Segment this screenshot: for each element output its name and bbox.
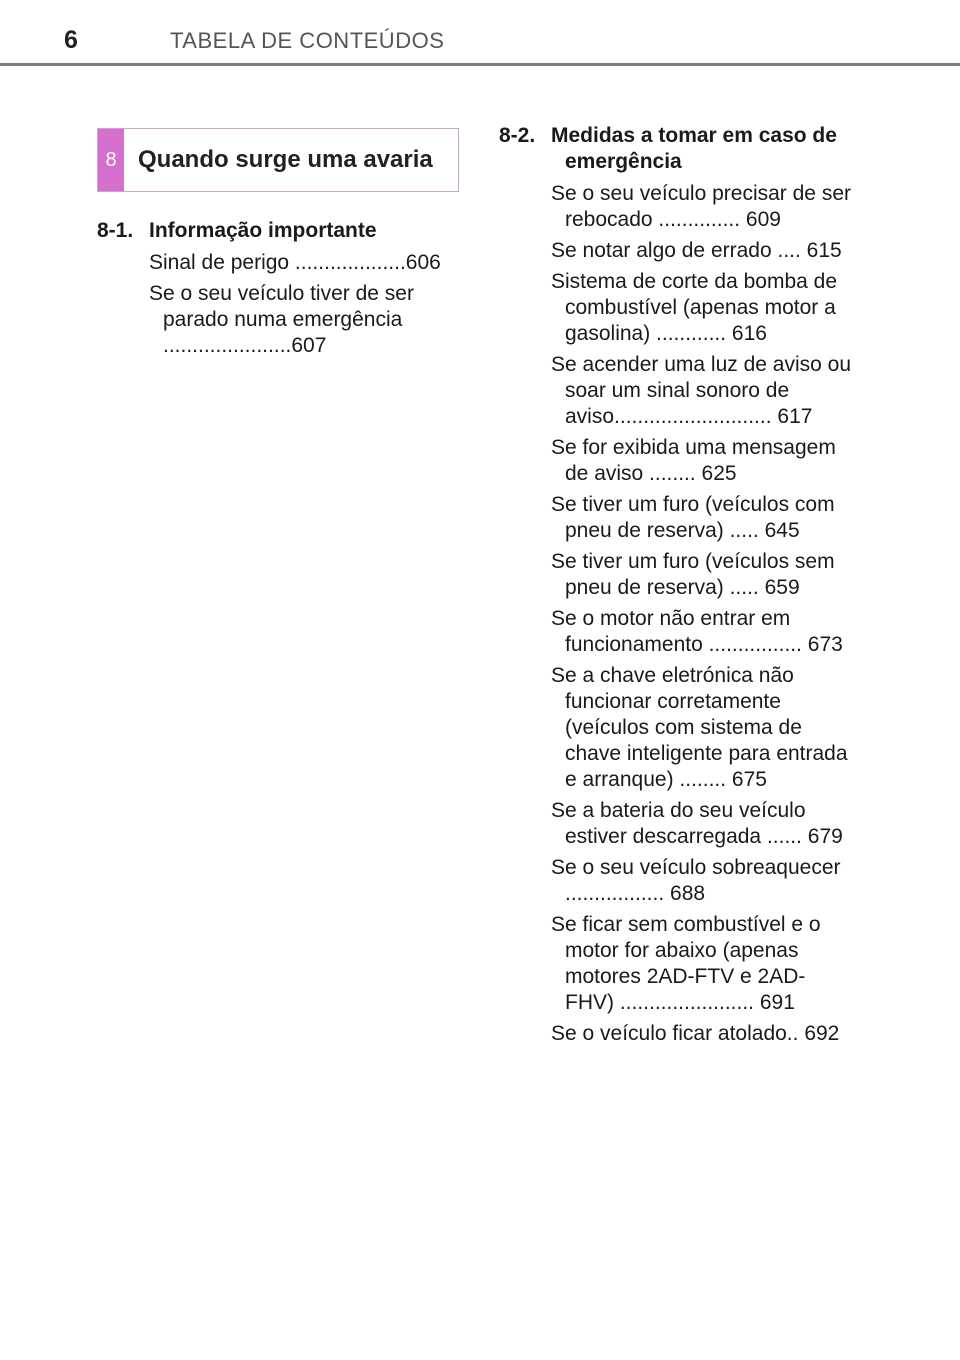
- toc-entry[interactable]: Se acender uma luz de aviso ou soar um sinal sonoro de aviso........................... 617: [551, 353, 852, 428]
- toc-entry[interactable]: Se o motor não entrar em funcionamento ................ 673: [551, 607, 843, 656]
- toc-entry-list: [97, 250, 452, 359]
- subsection-heading: [97, 218, 452, 244]
- toc-entry[interactable]: Se a chave eletrónica não funcionar corretamente (veículos com sistema de chave inteligente para entrada e arranque) ........ 675: [551, 664, 848, 791]
- left-column: [97, 218, 452, 364]
- toc-entry[interactable]: Se o veículo ficar atolado.. 692: [551, 1022, 840, 1045]
- header-divider: [0, 63, 960, 66]
- header-title: TABELA DE CONTEÚDOS: [170, 28, 445, 53]
- toc-entry[interactable]: Se a bateria do seu veículo estiver descarregada ...... 679: [551, 799, 843, 848]
- subsection-heading: [499, 123, 854, 175]
- toc-entry[interactable]: Se tiver um furo (veículos com pneu de reserva) ..... 645: [551, 493, 835, 542]
- right-column: [499, 123, 854, 1052]
- section-number-tab: 8: [98, 129, 124, 191]
- toc-entry[interactable]: Sinal de perigo ...................606: [149, 251, 441, 274]
- toc-entry-list: [499, 181, 854, 1047]
- subsection-number: 8-2.: [499, 124, 536, 147]
- page-header: [0, 0, 960, 68]
- toc-entry[interactable]: Se for exibida uma mensagem de aviso ........ 625: [551, 436, 836, 485]
- toc-entry[interactable]: Se notar algo de errado .... 615: [551, 239, 842, 262]
- toc-entry[interactable]: Se o seu veículo sobreaquecer ................. 688: [551, 856, 841, 905]
- toc-entry[interactable]: Se o seu veículo precisar de ser rebocado .............. 609: [551, 182, 851, 231]
- toc-entry[interactable]: Se ficar sem combustível e o motor for abaixo (apenas motores 2AD-FTV e 2AD-FHV) ....................... 691: [551, 913, 821, 1014]
- section-heading-box: [97, 128, 459, 192]
- toc-entry[interactable]: Sistema de corte da bomba de combustível (apenas motor a gasolina) ............ 616: [551, 270, 838, 345]
- subsection-title-continued: emergência: [565, 150, 682, 173]
- subsection-title: Informação importante: [149, 219, 377, 242]
- toc-entry[interactable]: Se tiver um furo (veículos sem pneu de reserva) ..... 659: [551, 550, 835, 599]
- subsection-number: 8-1.: [97, 219, 134, 242]
- page-number: 6: [64, 26, 78, 54]
- subsection-title: Medidas a tomar em caso de: [551, 124, 837, 147]
- section-title: Quando surge uma avaria: [138, 146, 433, 173]
- toc-entry[interactable]: Se o seu veículo tiver de ser parado numa emergência ......................607: [149, 282, 414, 357]
